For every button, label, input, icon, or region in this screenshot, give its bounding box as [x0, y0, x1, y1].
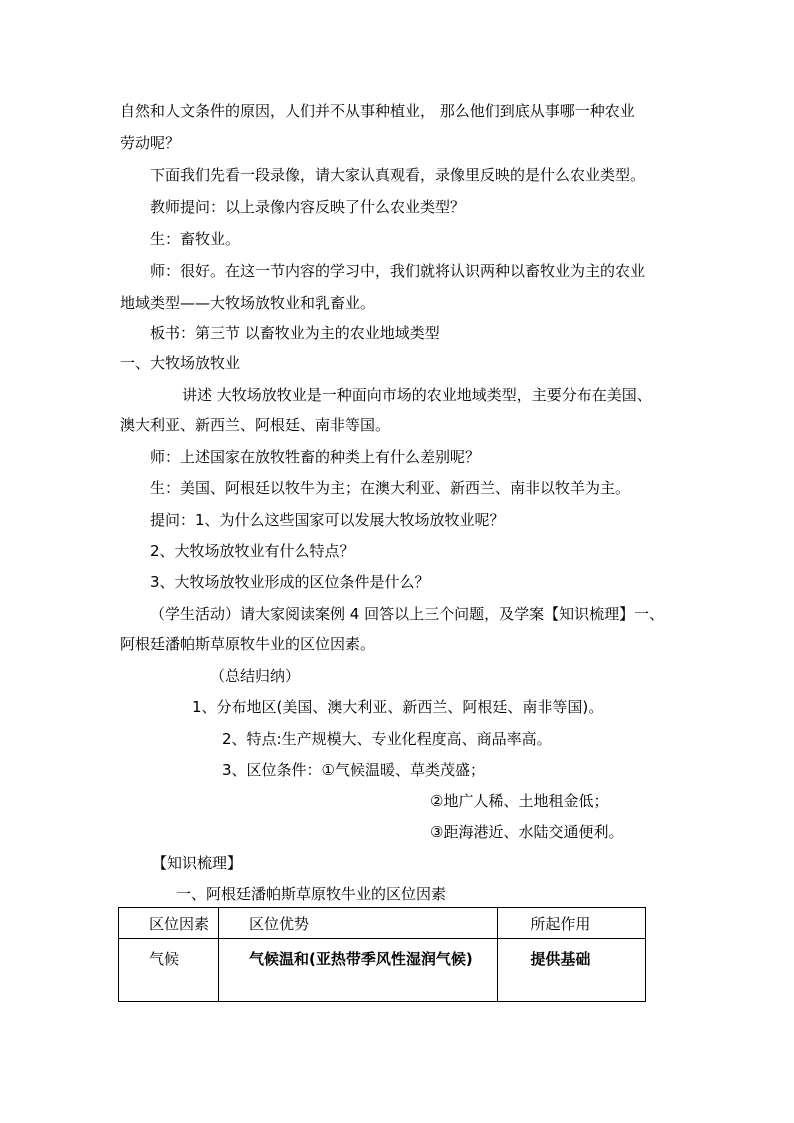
paragraph-line: 板书：第三节 以畜牧业为主的农业地域类型 — [150, 324, 440, 342]
paragraph-line: 2、特点:生产规模大、专业化程度高、商品率高。 — [222, 730, 552, 748]
paragraph-line: 阿根廷潘帕斯草原牧牛业的区位因素。 — [120, 635, 376, 653]
paragraph-line: 提问：1、为什么这些国家可以发展大牧场放牧业呢？ — [150, 511, 505, 529]
table-cell — [119, 939, 219, 1002]
knowledge-table — [118, 907, 646, 1002]
paragraph-line: ③距海港近、水陆交通便利。 — [430, 823, 624, 841]
paragraph-line: 2、大牧场放牧业有什么特点？ — [150, 542, 355, 560]
paragraph-line: 师：上述国家在放牧牲畜的种类上有什么差别呢？ — [150, 448, 481, 466]
table-header-cell: 区位优势 — [219, 908, 498, 939]
paragraph-line: 教师提问：以上录像内容反映了什么农业类型？ — [150, 198, 466, 216]
paragraph-line: 师：很好。在这一节内容的学习中，我们就将认识两种以畜牧业为主的农业 — [150, 262, 646, 280]
table-cell — [219, 939, 498, 1002]
paragraph-line: 生：美国、阿根廷以牧牛为主；在澳大利亚、新西兰、南非以牧羊为主。 — [150, 479, 631, 497]
paragraph-line: 自然和人文条件的原因，人们并不从事种植业， 那么他们到底从事哪一种农业 — [120, 102, 635, 120]
paragraph-line: 澳大利亚、新西兰、阿根廷、南非等国。 — [120, 416, 391, 434]
paragraph-line: 一、阿根廷潘帕斯草原牧牛业的区位因素 — [176, 885, 447, 903]
paragraph-line: （总结归纳） — [210, 667, 301, 685]
table-cell-text: 提供基础 — [530, 950, 591, 968]
paragraph-line: 地域类型——大牧场放牧业和乳畜业。 — [120, 294, 376, 312]
table-header-cell: 区位因素 — [119, 908, 219, 939]
table-cell-text: 气候温和(亚热带季风性湿润气候) — [249, 950, 473, 968]
paragraph-line: （学生活动）请大家阅读案例 4 回答以上三个问题，及学案【知识梳理】一、 — [150, 605, 665, 623]
table-header-cell: 所起作用 — [498, 908, 646, 939]
paragraph-line: 劳动呢？ — [120, 134, 181, 152]
table-header-row — [119, 908, 646, 939]
paragraph-line: 3、区位条件：①气候温暖、草类茂盛； — [222, 761, 485, 779]
table-cell — [498, 939, 646, 1002]
table-row — [119, 939, 646, 1002]
paragraph-line: ②地广人稀、土地租金低； — [430, 792, 609, 810]
table-cell-text: 气候 — [149, 950, 180, 968]
section-heading: 一、大牧场放牧业 — [120, 354, 241, 372]
section-heading: 【知识梳理】 — [152, 854, 243, 872]
paragraph-line: 下面我们先看一段录像，请大家认真观看，录像里反映的是什么农业类型。 — [150, 166, 646, 184]
paragraph-line: 1、分布地区(美国、澳大利亚、新西兰、阿根廷、南非等国)。 — [192, 698, 604, 716]
paragraph-line: 讲述 大牧场放牧业是一种面向市场的农业地域类型，主要分布在美国、 — [182, 386, 652, 404]
paragraph-line: 生：畜牧业。 — [150, 230, 241, 248]
paragraph-line: 3、大牧场放牧业形成的区位条件是什么？ — [150, 573, 430, 591]
